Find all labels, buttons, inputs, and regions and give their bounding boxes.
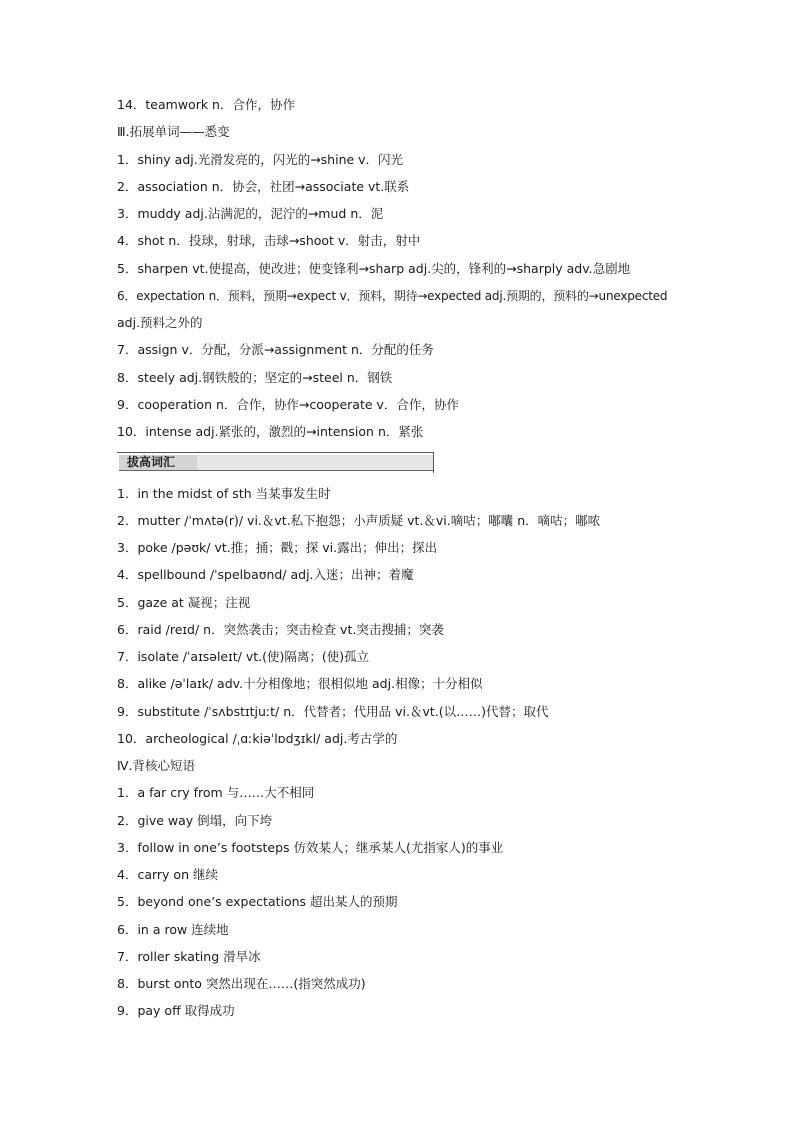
list-item: 9．cooperation n．合作，协作→cooperate v．合作，协作 — [117, 397, 459, 412]
list-item: 2．association n．协会，社团→associate vt.联系 — [117, 179, 410, 194]
list-item: 2．give way 倒塌，向下垮 — [117, 813, 273, 828]
list-item: 4．shot n．投球，射球，击球→shoot v．射击，射中 — [117, 233, 421, 248]
list-item: 1．in the midst of sth 当某事发生时 — [117, 486, 331, 501]
list-item: 8．steely adj.钢铁般的；坚定的→steel n．钢铁 — [117, 370, 393, 385]
list-item: 9．pay off 取得成功 — [117, 1003, 235, 1018]
list-item: 9．substitute /ˈsʌbstɪtjuːt/ n．代替者；代用品 vi.＆vt.(以……)代替；取代 — [117, 704, 549, 719]
list-item: 3．muddy adj.沾满泥的，泥泞的→mud n．泥 — [117, 206, 384, 221]
list-item: 6．in a row 连续地 — [117, 922, 229, 937]
list-item: 7．roller skating 滑旱冰 — [117, 949, 261, 964]
list-item: 8．burst onto 突然出现在……(指突然成功) — [117, 976, 366, 991]
list-item: 3．poke /pəʊk/ vt.推；捅；戳；探 vi.露出；伸出；探出 — [117, 540, 438, 555]
list-item: 3．follow in one’s footsteps 仿效某人；继承某人(尤指家人)的事业 — [117, 840, 504, 855]
list-item-continuation: adj.预料之外的 — [117, 315, 203, 330]
list-item: 5．sharpen vt.使提高，使改进；使变锋利→sharp adj.尖的，锋利的→sharply adv.急剧地 — [117, 261, 631, 276]
list-item: 7．isolate /ˈaɪsəleɪt/ vt.(使)隔离；(使)孤立 — [117, 649, 370, 664]
list-item: 8．alike /əˈlaɪk/ adv.十分相像地；很相似地 adj.相像；十分相似 — [117, 676, 483, 691]
list-item: 1．a far cry from 与……大不相同 — [117, 785, 315, 800]
list-item: 14．teamwork n．合作，协作 — [117, 97, 295, 112]
list-item: 2．mutter /ˈmʌtə(r)/ vi.＆vt.私下抱怨；小声质疑 vt.＆vi.嘀咕；嘟囔 n．嘀咕；嘟哝 — [117, 513, 601, 528]
list-item: 6．raid /reɪd/ n．突然袭击；突击检查 vt.突击搜捕；突袭 — [117, 622, 444, 637]
list-item: 4．carry on 继续 — [117, 867, 218, 882]
section-heading-expand-words: Ⅲ.拓展单词——悉变 — [117, 124, 230, 139]
list-item: 1．shiny adj.光滑发亮的，闪光的→shine v．闪光 — [117, 152, 404, 167]
list-item: 6．expectation n．预料，预期→expect v．预料，期待→expected adj.预期的，预料的→unexpected — [117, 289, 668, 303]
list-item: 5．beyond one’s expectations 超出某人的预期 — [117, 894, 398, 909]
banner-label: 拔高词汇 — [119, 455, 197, 471]
list-item: 5．gaze at 凝视；注视 — [117, 595, 251, 610]
list-item: 10．intense adj.紧张的，激烈的→intension n．紧张 — [117, 424, 424, 439]
section-heading-core-phrases: Ⅳ.背核心短语 — [117, 758, 196, 773]
list-item: 10．archeological /ˌɑːkiəˈlɒdʒɪkl/ adj.考古学的 — [117, 731, 398, 746]
section-banner — [117, 452, 434, 473]
list-item: 7．assign v．分配，分派→assignment n．分配的任务 — [117, 342, 434, 357]
list-item: 4．spellbound /ˈspelbaʊnd/ adj.入迷；出神；着魔 — [117, 567, 414, 582]
banner-strip — [197, 455, 433, 471]
